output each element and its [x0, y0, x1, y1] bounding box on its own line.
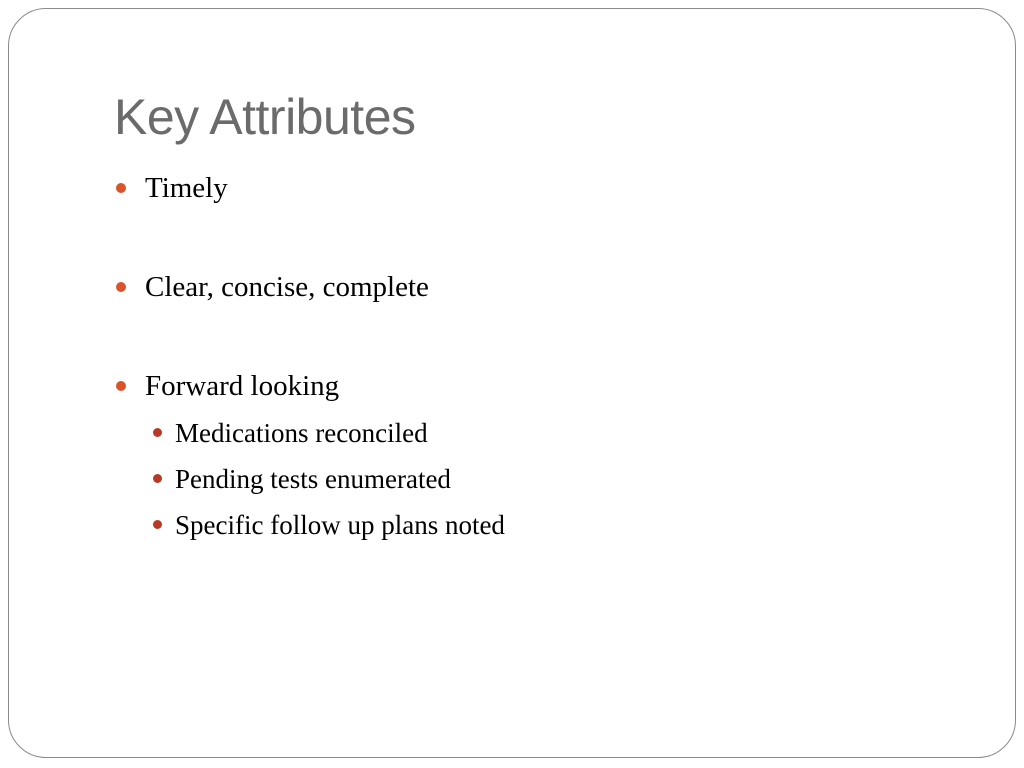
bullet-text: Timely — [145, 172, 228, 204]
sub-bullet-text: Pending tests enumerated — [175, 464, 451, 494]
bullet-dot-icon — [116, 282, 126, 292]
bullet-dot-icon — [116, 183, 126, 193]
sub-bullet-dot-icon — [153, 520, 162, 529]
sub-bullet-text: Specific follow up plans noted — [175, 510, 505, 540]
slide-title: Key Attributes — [114, 89, 416, 145]
sub-bullet-dot-icon — [153, 474, 162, 483]
sub-bullet-dot-icon — [153, 428, 162, 437]
sub-bullet-text: Medications reconciled — [175, 418, 428, 448]
bullet-list — [9, 9, 1015, 757]
bullet-dot-icon — [116, 381, 126, 391]
bullet-text: Forward looking — [145, 370, 340, 402]
bullet-text: Clear, concise, complete — [145, 271, 429, 303]
slide — [8, 8, 1016, 758]
